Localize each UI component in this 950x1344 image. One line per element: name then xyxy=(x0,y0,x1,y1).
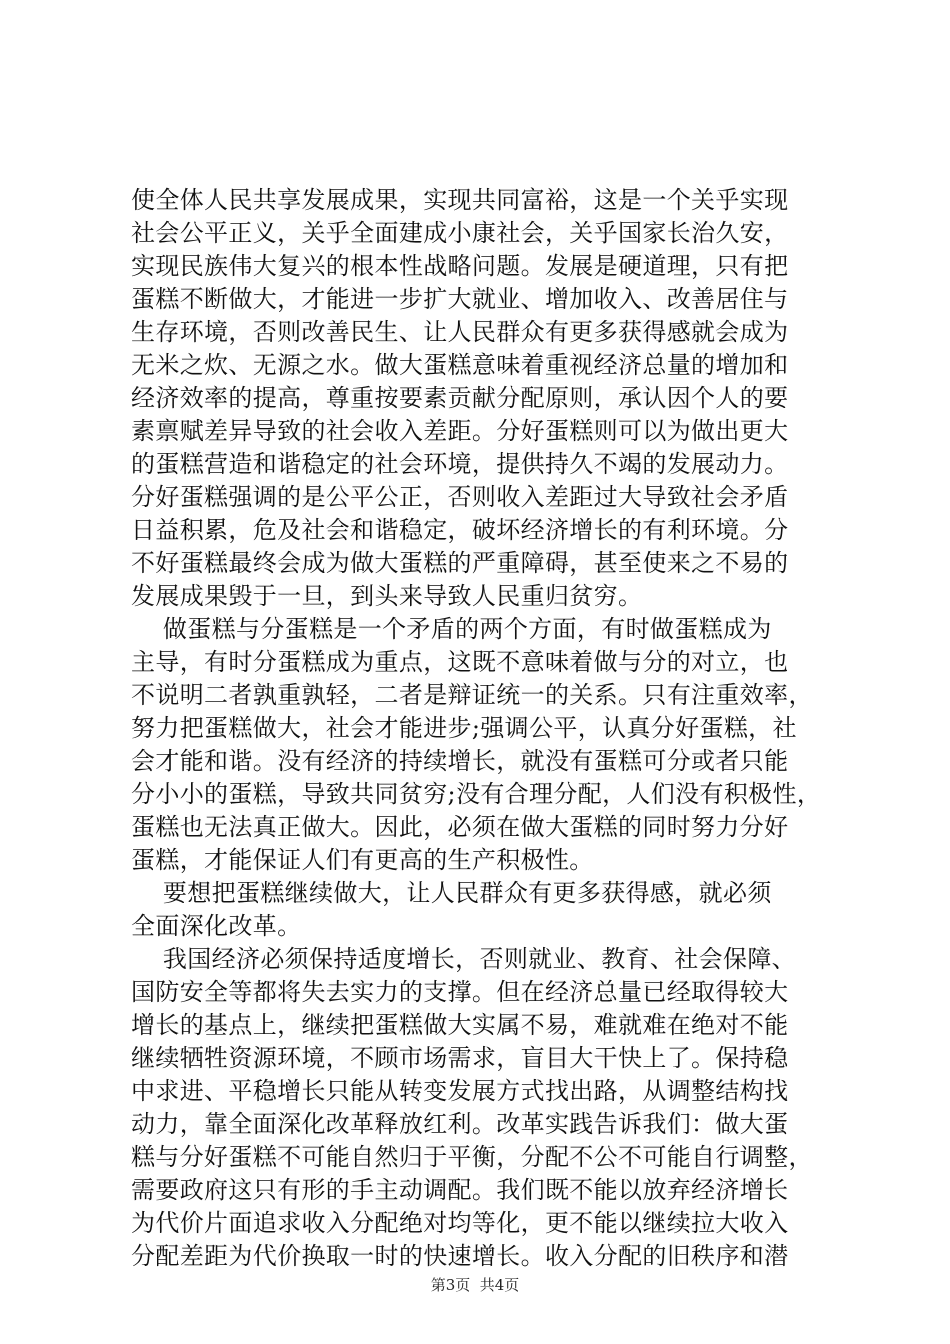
text-line: 蛋糕，才能保证人们有更高的生产积极性。 xyxy=(131,846,594,874)
text-line: 需要政府这只有形的手主动调配。我们既不能以放弃经济增长 xyxy=(131,1176,789,1204)
text-line: 分配差距为代价换取一时的快速增长。收入分配的旧秩序和潜 xyxy=(131,1242,789,1270)
text-line: 无米之炊、无源之水。做大蛋糕意味着重视经济总量的增加和 xyxy=(131,351,789,379)
text-line: 经济效率的提高，尊重按要素贡献分配原则，承认因个人的要 xyxy=(131,384,789,412)
text-line: 素禀赋差异导致的社会收入差距。分好蛋糕则可以为做出更大 xyxy=(131,417,789,445)
text-line: 生存环境，否则改善民生、让人民群众有更多获得感就会成为 xyxy=(131,318,789,346)
text-line: 蛋糕不断做大，才能进一步扩大就业、增加收入、改善居住与 xyxy=(131,285,789,313)
text-line: 发展成果毁于一旦，到头来导致人民重归贫穷。 xyxy=(131,582,643,610)
text-line: 不好蛋糕最终会成为做大蛋糕的严重障碍，甚至使来之不易的 xyxy=(131,549,789,577)
text-line: 继续牺牲资源环境，不顾市场需求，盲目大干快上了。保持稳 xyxy=(131,1044,789,1072)
text-line: 中求进、平稳增长只能从转变发展方式找出路，从调整结构找 xyxy=(131,1077,789,1105)
text-line: 社会公平正义，关乎全面建成小康社会，关乎国家长治久安， xyxy=(131,219,789,247)
text-line: 实现民族伟大复兴的根本性战略问题。发展是硬道理，只有把 xyxy=(131,252,789,280)
text-line: 全面深化改革。 xyxy=(131,912,302,940)
text-line: 糕与分好蛋糕不可能自然归于平衡，分配不公不可能自行调整， xyxy=(131,1143,813,1171)
text-line: 国防安全等都将失去实力的支撑。但在经济总量已经取得较大 xyxy=(131,978,789,1006)
text-line: 动力，靠全面深化改革释放红利。改革实践告诉我们：做大蛋 xyxy=(131,1110,789,1138)
text-line: 会才能和谐。没有经济的持续增长，就没有蛋糕可分或者只能 xyxy=(131,747,789,775)
text-line: 增长的基点上，继续把蛋糕做大实属不易，难就难在绝对不能 xyxy=(131,1011,789,1039)
page-number-footer: 第3页 共4页 xyxy=(430,1276,520,1294)
text-line: 为代价片面追求收入分配绝对均等化，更不能以继续拉大收入 xyxy=(131,1209,789,1237)
text-line: 努力把蛋糕做大，社会才能进步;强调公平，认真分好蛋糕，社 xyxy=(131,714,797,742)
text-line: 我国经济必须保持适度增长，否则就业、教育、社会保障、 xyxy=(131,945,797,973)
text-line: 使全体人民共享发展成果，实现共同富裕，这是一个关乎实现 xyxy=(131,186,789,214)
text-line: 分小小的蛋糕，导致共同贫穷;没有合理分配，人们没有积极性， xyxy=(131,780,822,808)
text-line: 蛋糕也无法真正做大。因此，必须在做大蛋糕的同时努力分好 xyxy=(131,813,789,841)
text-line: 分好蛋糕强调的是公平公正，否则收入差距过大导致社会矛盾 xyxy=(131,483,789,511)
text-line: 主导，有时分蛋糕成为重点，这既不意味着做与分的对立，也 xyxy=(131,648,789,676)
text-line: 的蛋糕营造和谐稳定的社会环境，提供持久不竭的发展动力。 xyxy=(131,450,789,478)
text-line: 日益积累，危及社会和谐稳定，破坏经济增长的有利环境。分 xyxy=(131,516,789,544)
text-line: 不说明二者孰重孰轻，二者是辩证统一的关系。只有注重效率， xyxy=(131,681,813,709)
text-line: 要想把蛋糕继续做大，让人民群众有更多获得感，就必须 xyxy=(131,879,772,907)
text-line: 做蛋糕与分蛋糕是一个矛盾的两个方面，有时做蛋糕成为 xyxy=(131,615,772,643)
